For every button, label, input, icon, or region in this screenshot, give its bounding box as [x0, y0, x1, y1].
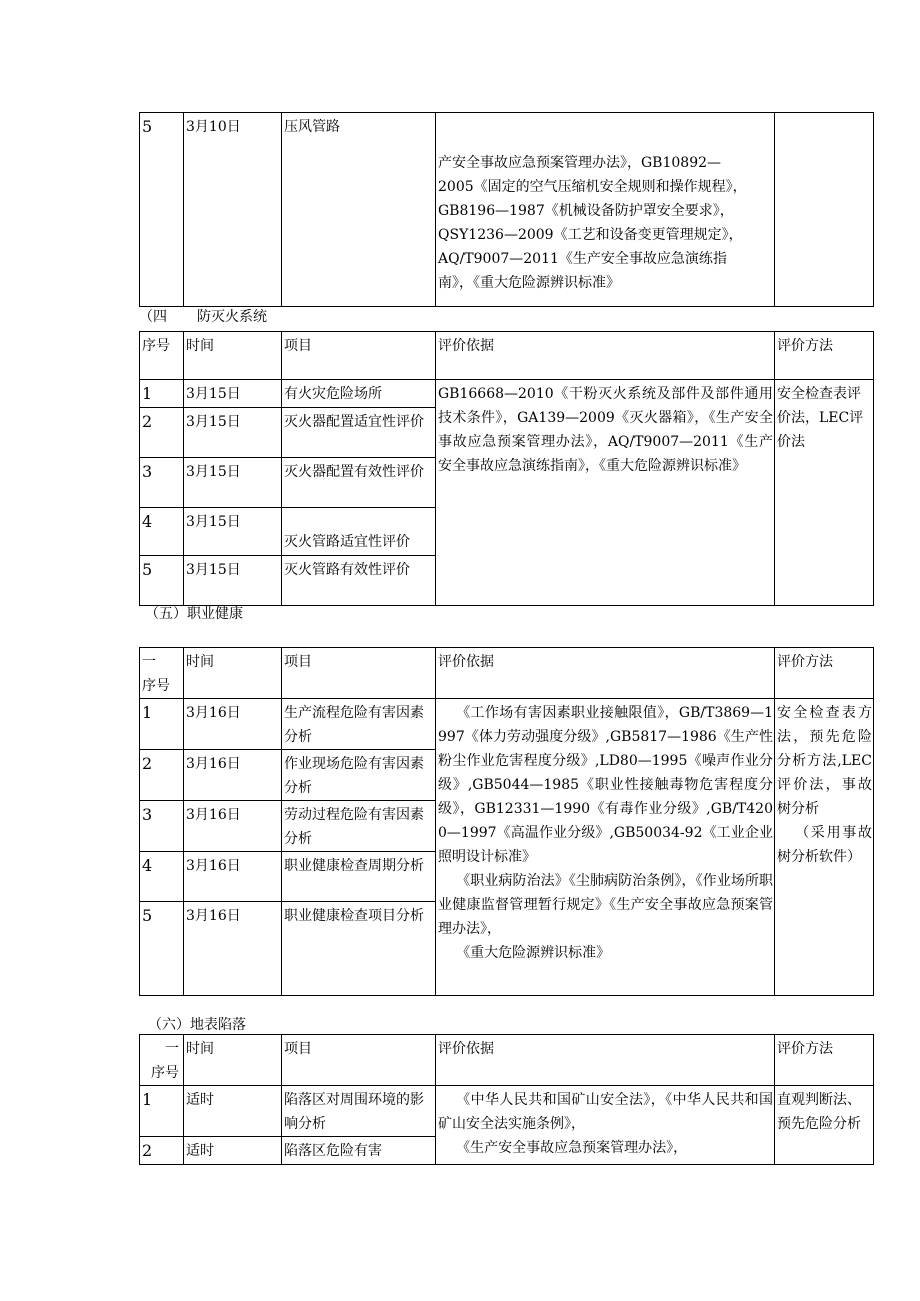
header-basis: 评价依据: [436, 648, 775, 699]
cell-time: 3月16日: [184, 750, 282, 801]
cell-seq: 2: [140, 1137, 184, 1165]
cell-item: 压风管路: [282, 113, 436, 307]
header-item: 项目: [282, 332, 436, 380]
cell-basis: GB16668—2010《干粉灭火系统及部件及部件通用技术条件》，GA139—2009《灭火器箱》，《生产安全事故应急预案管理办法》，AQ/T9007—2011《生产安全事故应急演练指南》，《重大危险源辨识标准》: [436, 380, 775, 606]
table-row: [140, 1086, 874, 1137]
cell-seq: 1: [140, 1086, 184, 1137]
table-section5: [139, 647, 874, 996]
cell-seq: 5: [140, 556, 184, 606]
header-seq: [140, 1035, 184, 1086]
cell-seq: 1: [140, 380, 184, 408]
table-header-row: [140, 332, 874, 380]
header-seq-label: 序号: [151, 1065, 179, 1081]
section-heading-5: （五）职业健康: [145, 606, 243, 622]
table-section4: [139, 331, 874, 606]
cell-item: 陷落区对周围环境的影响分析: [282, 1086, 436, 1137]
header-item: 项目: [282, 648, 436, 699]
cell-method: 直观判断法、预先危险分析: [775, 1086, 874, 1165]
header-item: 项目: [282, 1035, 436, 1086]
cell-method: 安全检查表评价法，LEC评价法: [775, 380, 874, 606]
cell-time: 3月15日: [184, 458, 282, 508]
table-row: [140, 380, 874, 408]
cell-item: 灭火管路有效性评价: [282, 556, 436, 606]
table-row: [140, 699, 874, 750]
header-seq: [140, 648, 184, 699]
cell-item: 陷落区危险有害: [282, 1137, 436, 1165]
section-heading-6: （六）地表陷落: [148, 1017, 246, 1033]
cell-seq: 1: [140, 699, 184, 750]
header-time: 时间: [184, 648, 282, 699]
header-method: 评价方法: [775, 332, 874, 380]
header-seq-label: 序号: [142, 678, 170, 694]
cell-item: 生产流程危险有害因素分析: [282, 699, 436, 750]
cell-seq: 4: [140, 852, 184, 902]
cell-seq: 2: [140, 750, 184, 801]
header-time: 时间: [184, 1035, 282, 1086]
header-method: 评价方法: [775, 648, 874, 699]
cell-basis: 《中华人民共和国矿山安全法》，《中华人民共和国矿山安全法实施条例》， 《生产安全事故应急预案管理办法》，: [436, 1086, 775, 1165]
section-heading-4: （四 防灭火系统: [139, 309, 267, 325]
cell-seq: 5: [140, 902, 184, 996]
header-seq: 序号: [140, 332, 184, 380]
cell-seq: 2: [140, 408, 184, 458]
header-time: 时间: [184, 332, 282, 380]
cell-item: 灭火器配置有效性评价: [282, 458, 436, 508]
cell-time: 3月15日: [184, 408, 282, 458]
table-row: [140, 113, 874, 307]
table-header-row: [140, 1035, 874, 1086]
cell-item: 灭火器配置适宜性评价: [282, 408, 436, 458]
header-basis: 评价依据: [436, 332, 775, 380]
cell-basis: 产安全事故应急预案管理办法》，GB10892— 2005《固定的空气压缩机安全规则和操作规程》， GB8196—1987《机械设备防护罩安全要求》， QSY1236—2009《工艺和设备变更管理规定》， AQ/T9007—2011《生产安全事故应急演练指 南》，《重大危险源辨识标准》: [436, 113, 775, 307]
cell-time: 3月15日: [184, 556, 282, 606]
cell-time: 3月15日: [184, 508, 282, 556]
cell-method: 安全检查表方法，预先危险分析方法,LEC评价法，事故树分析 （采用事故树分析软件）: [775, 699, 874, 996]
header-basis: 评价依据: [436, 1035, 775, 1086]
cell-item: 劳动过程危险有害因素分析: [282, 801, 436, 852]
header-seq-mark: 一: [142, 654, 156, 670]
header-method: 评价方法: [775, 1035, 874, 1086]
cell-time: 适时: [184, 1086, 282, 1137]
table-section6: [139, 1034, 874, 1165]
cell-time: 3月16日: [184, 852, 282, 902]
cell-time: 3月16日: [184, 699, 282, 750]
cell-item: 灭火管路适宜性评价: [282, 508, 436, 556]
cell-seq: 5: [140, 113, 184, 307]
cell-time: 适时: [184, 1137, 282, 1165]
header-seq-mark: 一: [165, 1041, 179, 1057]
cell-basis: 《工作场有害因素职业接触限值》，GB/T3869—1997《体力劳动强度分级》,GB5817—1986《生产性粉尘作业危害程度分级》,LD80—1995《噪声作业分级》,GB5044—1985《职业性接触毒物危害程度分级》，GB12331—1990《有毒作业分级》,GB/T4200—1997《高温作业分级》,GB50034-92《工业企业照明设计标准》 《职业病防治法》《尘肺病防治条例》，《作业场所职业健康监督管理暂行规定》《生产安全事故应急预案管理办法》， 《重大危险源辨识标准》: [436, 699, 775, 996]
cell-item: 作业现场危险有害因素分析: [282, 750, 436, 801]
table-section3-tail: [139, 112, 874, 307]
cell-time: 3月16日: [184, 902, 282, 996]
cell-time: 3月15日: [184, 380, 282, 408]
cell-item: 有火灾危险场所: [282, 380, 436, 408]
cell-time: 3月10日: [184, 113, 282, 307]
cell-item: 职业健康检查周期分析: [282, 852, 436, 902]
cell-seq: 3: [140, 801, 184, 852]
cell-time: 3月16日: [184, 801, 282, 852]
cell-seq: 3: [140, 458, 184, 508]
table-header-row: [140, 648, 874, 699]
cell-item: 职业健康检查项目分析: [282, 902, 436, 996]
cell-method: [775, 113, 874, 307]
cell-seq: 4: [140, 508, 184, 556]
